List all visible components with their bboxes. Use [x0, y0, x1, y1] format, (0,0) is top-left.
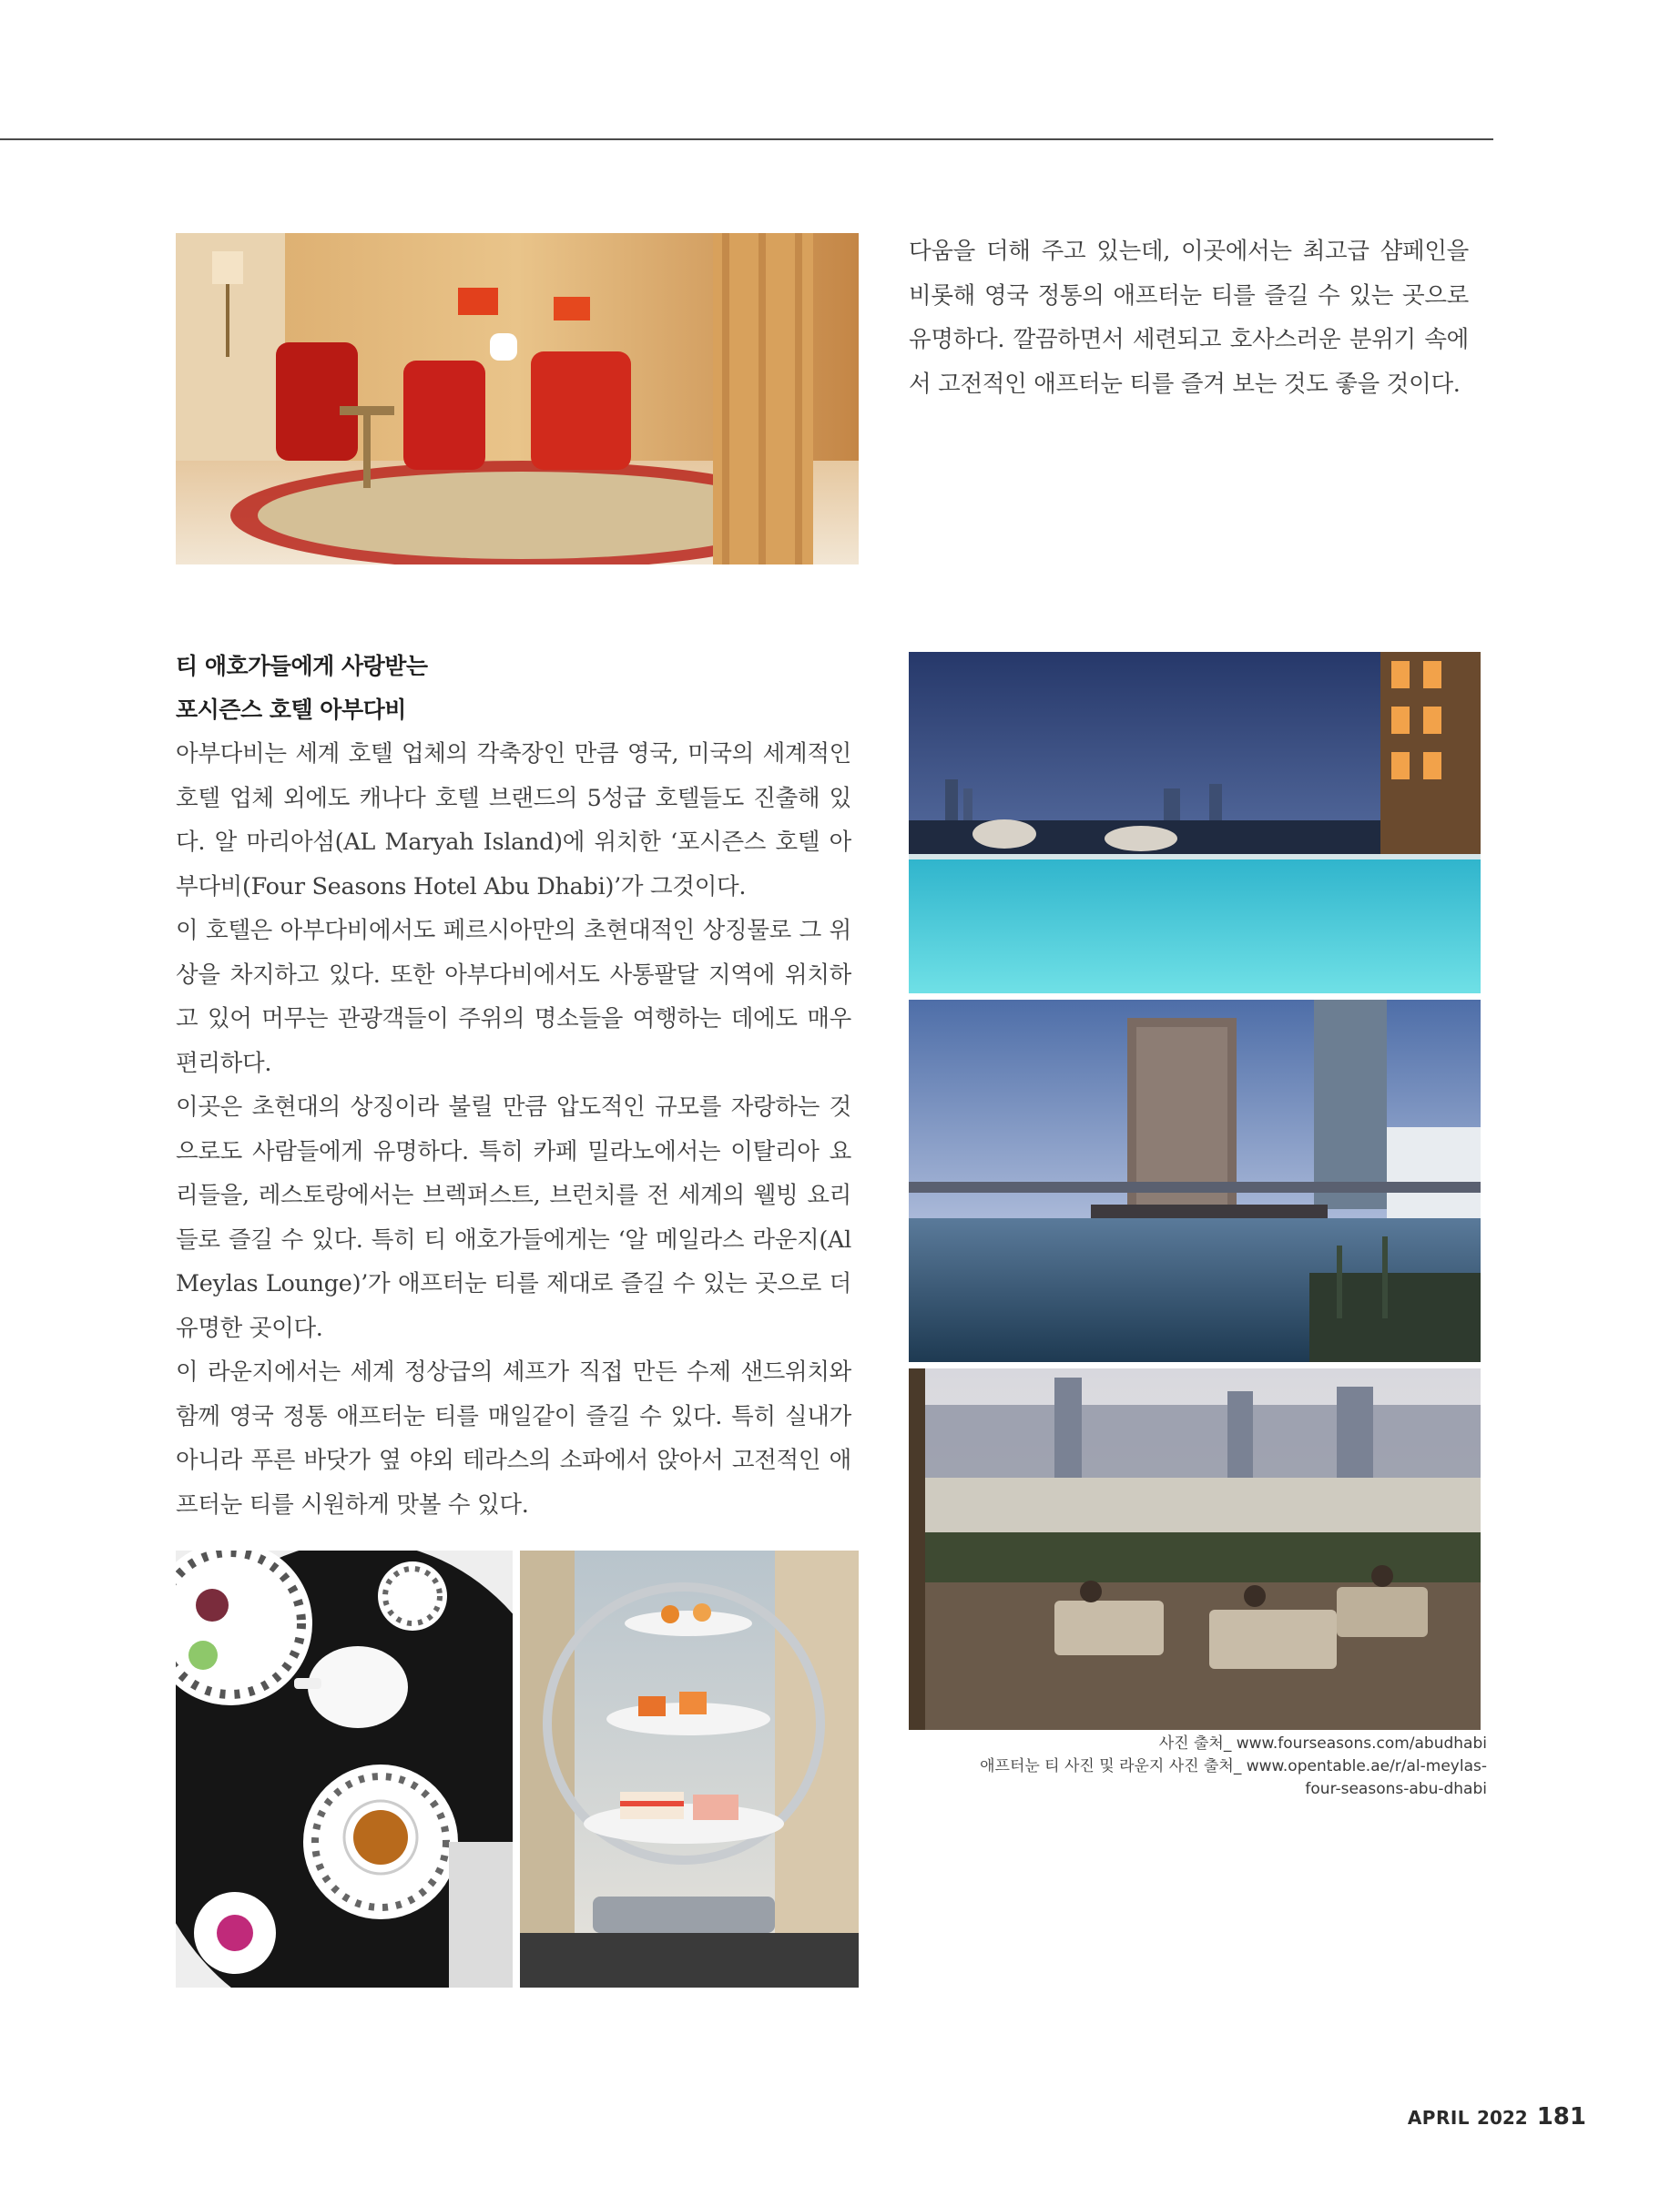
body-paragraph: 이 라운지에서는 세계 정상급의 셰프가 직접 만든 수제 샌드위치와 함께 영국 정통 애프터눈 티를 매일같이 즐길 수 있다. 특히 실내가 아니라 푸른 바닷가 옆 야외 테라스의 소파에서 앉아서 고전적인 애프터눈 티를 시원하게 맛볼 수 있다.	[176, 1358, 851, 1519]
hotel-tower-photo	[909, 1000, 1481, 1362]
photo-credits	[911, 1733, 1487, 1801]
body-paragraph: 아부다비는 세계 호텔 업체의 각축장인 만큼 영국, 미국의 세계적인 호텔 업체 외에도 캐나다 호텔 브랜드의 5성급 호텔들도 진출해 있다. 알 마리아섬(AL Maryah Island)에 위치한 ‘포시즌스 호텔 아부다비(Four Seasons Hotel Abu Dhabi)’가 그것이다.	[176, 740, 851, 900]
photo-credit-line: 사진 출처_ www.fourseasons.com/abudhabi	[1158, 1734, 1487, 1753]
page-folio	[1408, 2103, 1586, 2131]
header-rule	[0, 138, 1493, 140]
photo-credit-line: 애프터눈 티 사진 및 라운지 사진 출처_ www.opentable.ae/r/al-meylas-	[980, 1757, 1487, 1775]
terrace-lounge-photo	[909, 1368, 1481, 1730]
folio-year: 2022	[1477, 2107, 1528, 2129]
section-heading-line1: 티 애호가들에게 사랑받는	[176, 653, 428, 679]
lounge-interior-photo	[176, 233, 859, 564]
section-heading	[176, 645, 868, 732]
page-number: 181	[1536, 2103, 1586, 2131]
folio-month: APRIL	[1407, 2107, 1471, 2129]
photo-credit-line: four-seasons-abu-dhabi	[1305, 1780, 1487, 1798]
article-body	[176, 732, 851, 1527]
tea-table-photo	[176, 1551, 513, 1988]
rooftop-pool-photo	[909, 652, 1481, 993]
intro-paragraph: 다움을 더해 주고 있는데, 이곳에서는 최고급 샴페인을 비롯해 영국 정통의 애프터눈 티를 즐길 수 있는 곳으로 유명하다. 깔끔하면서 세련되고 호사스러운 분위기 속에서 고전적인 애프터눈 티를 즐겨 보는 것도 좋을 것이다.	[909, 238, 1469, 398]
body-paragraph: 이 호텔은 아부다비에서도 페르시아만의 초현대적인 상징물로 그 위상을 차지하고 있다. 또한 아부다비에서도 사통팔달 지역에 위치하고 있어 머무는 관광객들이 주위의 명소들을 여행하는 데에도 매우 편리하다.	[176, 917, 851, 1077]
body-paragraph: 이곳은 초현대의 상징이라 불릴 만큼 압도적인 규모를 자랑하는 것으로도 사람들에게 유명하다. 특히 카페 밀라노에서는 이탈리아 요리들을, 레스토랑에서는 브렉퍼스트, 브런치를 전 세계의 웰빙 요리들로 즐길 수 있다. 특히 티 애호가들에게는 ‘알 메일라스 라운지(Al Meylas Lounge)’가 애프터눈 티를 제대로 즐길 수 있는 곳으로 더 유명한 곳이다.	[176, 1093, 851, 1342]
tea-stand-photo	[520, 1551, 859, 1988]
section-heading-line2: 포시즌스 호텔 아부다비	[176, 697, 406, 723]
